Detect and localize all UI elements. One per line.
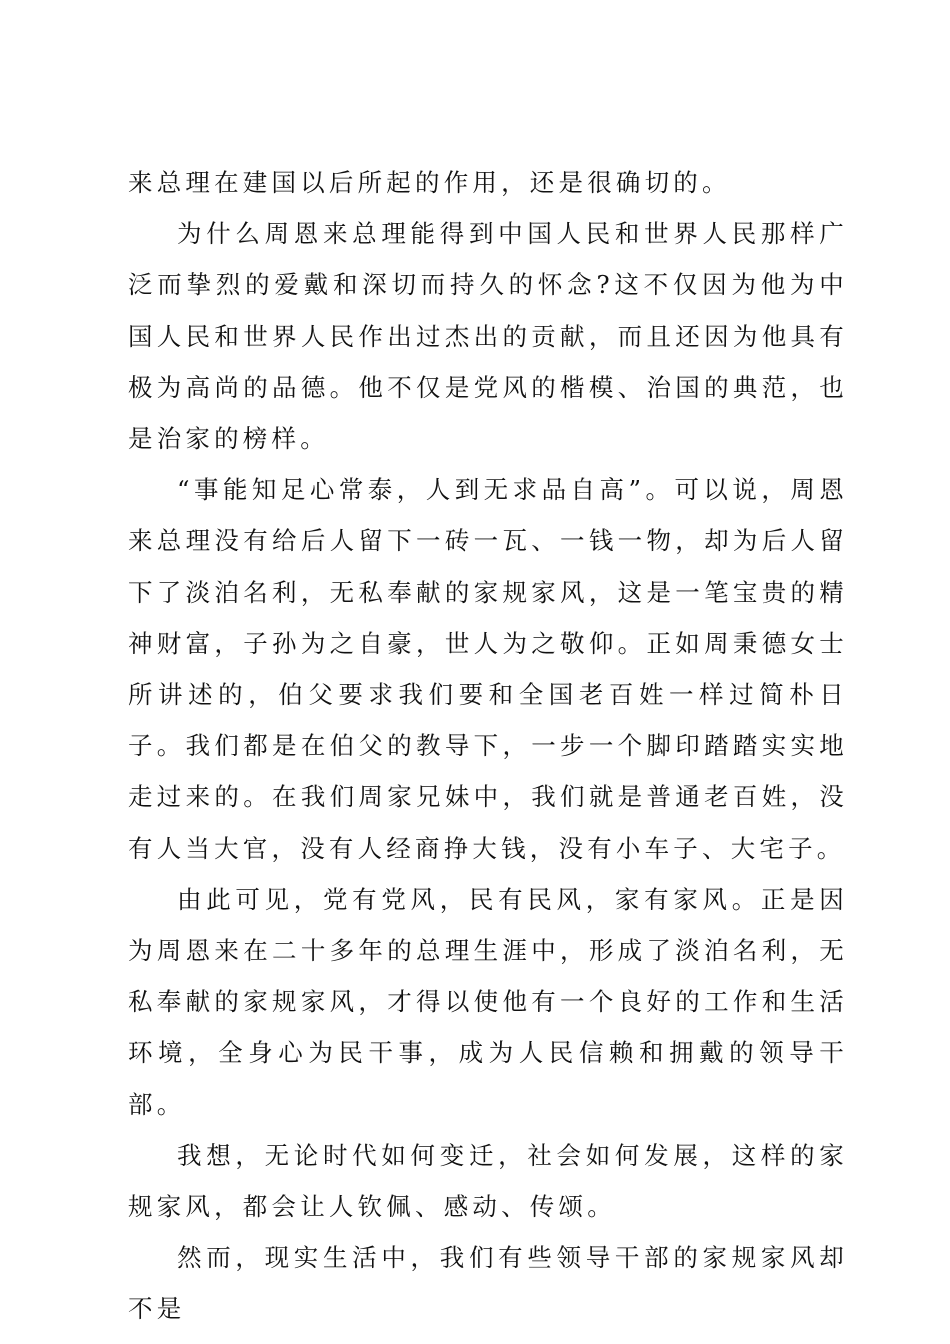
paragraph: 为什么周恩来总理能得到中国人民和世界人民那样广泛而挚烈的爱戴和深切而持久的怀念?这不仅因为他为中国人民和世界人民作出过杰出的贡献，而且还因为他具有极为高尚的品德。他不仅是党风的楷模、治国的典范，也是治家的榜样。	[128, 219, 848, 454]
paragraph-continuation: 来总理在建国以后所起的作用，还是很确切的。	[128, 168, 731, 197]
body-text	[128, 157, 848, 1335]
paragraph: 然而，现实生活中，我们有些领导干部的家规家风却不是	[128, 1243, 848, 1324]
paragraph: 我想，无论时代如何变迁，社会如何发展，这样的家规家风，都会让人钦佩、感动、传颂。	[128, 1140, 848, 1222]
paragraph: 由此可见，党有党风，民有民风，家有家风。正是因为周恩来在二十多年的总理生涯中，形成了淡泊名利，无私奉献的家规家风，才得以使他有一个良好的工作和生活环境，全身心为民干事，成为人民信赖和拥戴的领导干部。	[128, 884, 848, 1119]
paragraph: “事能知足心常泰，人到无求品自高”。可以说，周恩来总理没有给后人留下一砖一瓦、一钱一物，却为后人留下了淡泊名利，无私奉献的家规家风，这是一笔宝贵的精神财富，子孙为之自豪，世人为之敬仰。正如周秉德女士所讲述的，伯父要求我们要和全国老百姓一样过简朴日子。我们都是在伯父的教导下，一步一个脚印踏踏实实地走过来的。在我们周家兄妹中，我们就是普通老百姓，没有人当大官，没有人经商挣大钱，没有小车子、大宅子。	[128, 475, 848, 863]
